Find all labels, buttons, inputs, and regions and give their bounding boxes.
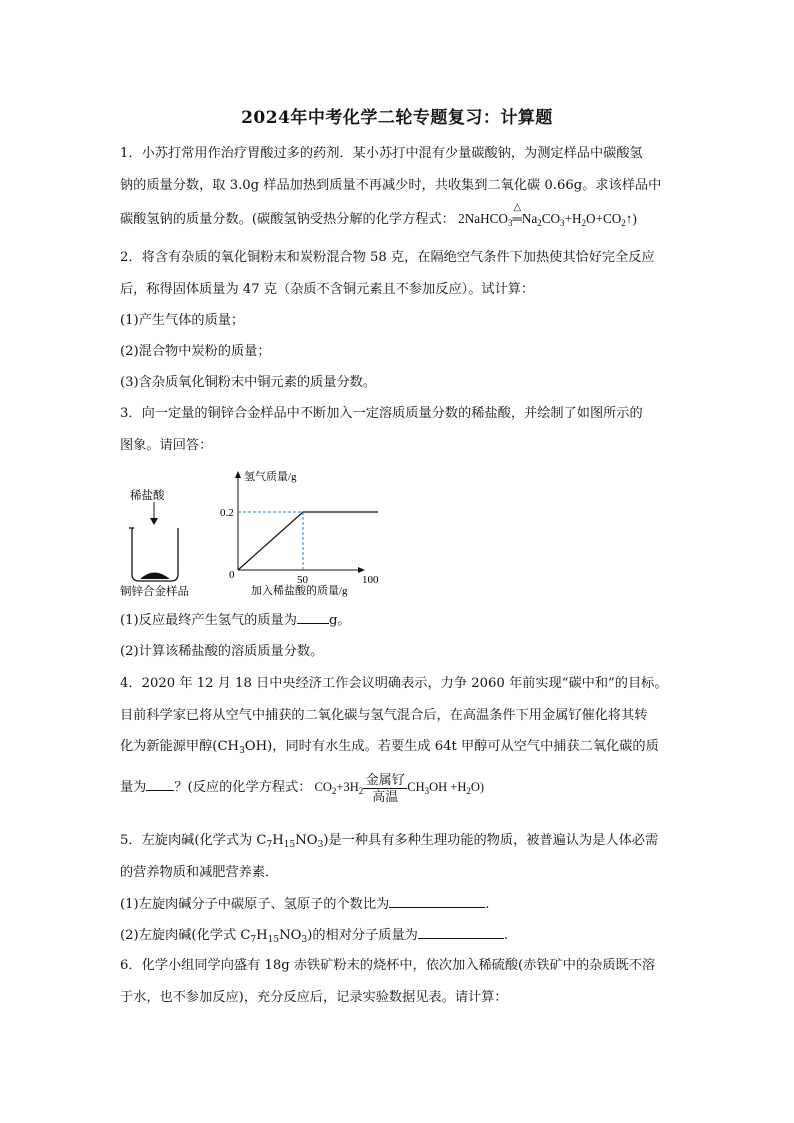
q5-line-2: 的营养物质和减肥营养素． [120,865,279,880]
reaction-condition [363,772,407,805]
q3-line-2: 图象。请回答： [120,438,213,453]
eq-subscript: 3 [317,840,324,850]
y-tick-label: 0.2 [220,507,234,519]
q3-sub-2: (2)计算该稀盐酸的溶质质量分数。 [120,644,324,659]
q2-sub-2: (2)混合物中炭粉的质量； [120,344,271,359]
eq-term: Na [521,211,538,226]
q5-sub-2-end: . [503,928,509,943]
q5-sub-1 [120,895,489,914]
q2-line-1: 2．将含有杂质的氧化铜粉末和炭粉混合物 58 克，在隔绝空气条件下加热使其恰好完全反应 [120,250,655,265]
x-tick-label: 50 [297,574,308,586]
alloy-sample-icon [140,573,170,580]
q5-text: (2)左旋肉碱(化学式 C [120,928,251,943]
q6-line-2: 于水，也不参加反应)，充分反应后，记录实验数据见表。请计算： [120,990,508,1005]
eq-subscript: 3 [424,786,430,796]
catalyst-label: 金属钌 [365,771,405,787]
eq-term: +H [564,211,582,226]
q4-line-2: 目前科学家已将从空气中捕获的二氧化碳与氢气混合后，在高温条件下用金属钌催化将其转 [120,708,648,723]
eq-term: OH +H [429,780,467,794]
q1-line-1: 1．小苏打常用作治疗胃酸过多的药剂．某小苏打中混有少量碳酸钠，为测定样品中碳酸氢 [120,146,643,161]
q1-line-3-text: 碳酸氢钠的质量分数。(碳酸氢钠受热分解的化学方程式： [120,212,455,227]
eq-term: +3H [336,780,359,794]
eq-subscript: 3 [560,218,565,228]
q4-line-1: 4．2020 年 12 月 18 日中央经济工作会议明确表示，力争 2060 年前实现“碳中和”的目标。 [120,676,668,691]
x-axis-label: 加入稀盐酸的质量/g [251,585,348,597]
beaker-bottom-label: 铜锌合金样品 [120,586,189,598]
eq-subscript: 3 [507,218,513,228]
q3-figure [118,462,378,604]
q2-sub-1: (1)产生气体的质量； [120,313,245,328]
equals-sign: ═ [512,211,522,226]
eq-subscript: 15 [283,840,296,850]
q2-line-2: 后，称得固体质量为 47 克（杂质不含铜元素且不参加反应）。试计算： [120,282,535,297]
eq-term: CO [314,780,332,794]
q5-text: 5．左旋肉碱(化学式为 C [120,833,267,848]
q5-sub-1-end: . [485,897,490,912]
q1-equation [455,202,637,228]
q3-sub-1-unit: g。 [328,613,351,628]
chart-marks [220,507,378,586]
y-axis-arrow-icon [235,471,241,478]
q5-text: NO [295,833,318,848]
q3-figure-svg [118,462,378,604]
q4-equation [311,771,485,804]
q3-sub-1-text: (1)反应最终产生氢气的质量为 [120,613,297,628]
eq-subscript: 2 [358,786,364,796]
eq-subscript: 7 [250,935,257,945]
eq-term: O+CO [586,211,622,226]
eq-subscript: 7 [266,840,273,850]
eq-term: ↑) [625,211,637,226]
q1-line-3 [120,202,637,229]
eq-subscript: 2 [331,786,337,796]
q5-line-1 [120,832,658,850]
condition-label: 高温 [372,788,399,804]
eq-subscript: 3 [301,935,308,945]
q5-text: )的相对分子质量为 [307,928,418,943]
q4-line-4-post: ？(反应的化学方程式： [174,780,312,795]
eq-term: CO [541,211,561,226]
q4-line-3 [120,738,659,756]
heat-arrow [512,202,522,228]
eq-subscript: 15 [267,935,280,945]
eq-subscript: 2 [537,218,542,228]
drop-arrow-head [150,518,158,525]
q4-line-4-pre: 量为 [120,780,147,795]
y-axis-label: 氢气质量/g [244,471,297,483]
q3-line-1: 3．向一定量的铜锌合金样品中不断加入一定溶质质量分数的稀盐酸，并绘制了如图所示的 [120,406,643,421]
q5-text: )是一种具有多种生理功能的物质，被普遍认为是人体必需 [323,833,659,848]
answer-blank[interactable] [297,611,329,624]
eq-term: CH [407,780,425,794]
q4-line-3-pre: 化为新能源甲醇(CH [120,739,240,754]
eq-subscript: 2 [581,218,586,228]
q2-sub-3: (3)含杂质氧化铜粉末中铜元素的质量分数。 [120,375,377,390]
answer-blank[interactable] [389,895,485,908]
q3-sub-1 [120,611,351,630]
page-title: 2024年中考化学二轮专题复习：计算题 [241,108,553,128]
q5-sub-1-text: (1)左旋肉碱分子中碳原子、氢原子的个数比为 [120,897,390,912]
eq-term: 2NaHCO [458,211,508,226]
hydrogen-chart [220,469,378,597]
series-line [238,512,378,570]
origin-label: 0 [229,569,235,581]
heat-symbol: △ [513,202,522,213]
eq-subscript: 2 [621,218,626,228]
q5-sub-2 [120,926,508,945]
q5-text: NO [279,928,302,943]
q5-text: H [256,928,268,943]
q4-line-4 [120,769,484,805]
x-axis-arrow-icon [358,567,365,573]
answer-blank[interactable] [418,926,504,939]
eq-subscript: 3 [239,746,245,756]
eq-term: O) [470,780,485,794]
answer-blank[interactable] [146,778,174,791]
x-tick-label: 100 [362,574,378,586]
q4-line-3-post: OH)，同时有水生成。若要生成 64t 甲醇可从空气中捕获二氧化碳的质 [244,739,659,754]
q1-line-2: 钠的质量分数，取 3.0g 样品加热到质量不再减少时，共收集到二氧化碳 0.66g。求该样品中 [120,178,662,193]
q5-text: H [272,833,284,848]
q6-line-1: 6．化学小组同学向盛有 18g 赤铁矿粉末的烧杯中，依次加入稀硫酸(赤铁矿中的杂质既不溶 [120,958,656,973]
beaker-top-label: 稀盐酸 [130,490,165,502]
eq-subscript: 2 [466,786,471,796]
